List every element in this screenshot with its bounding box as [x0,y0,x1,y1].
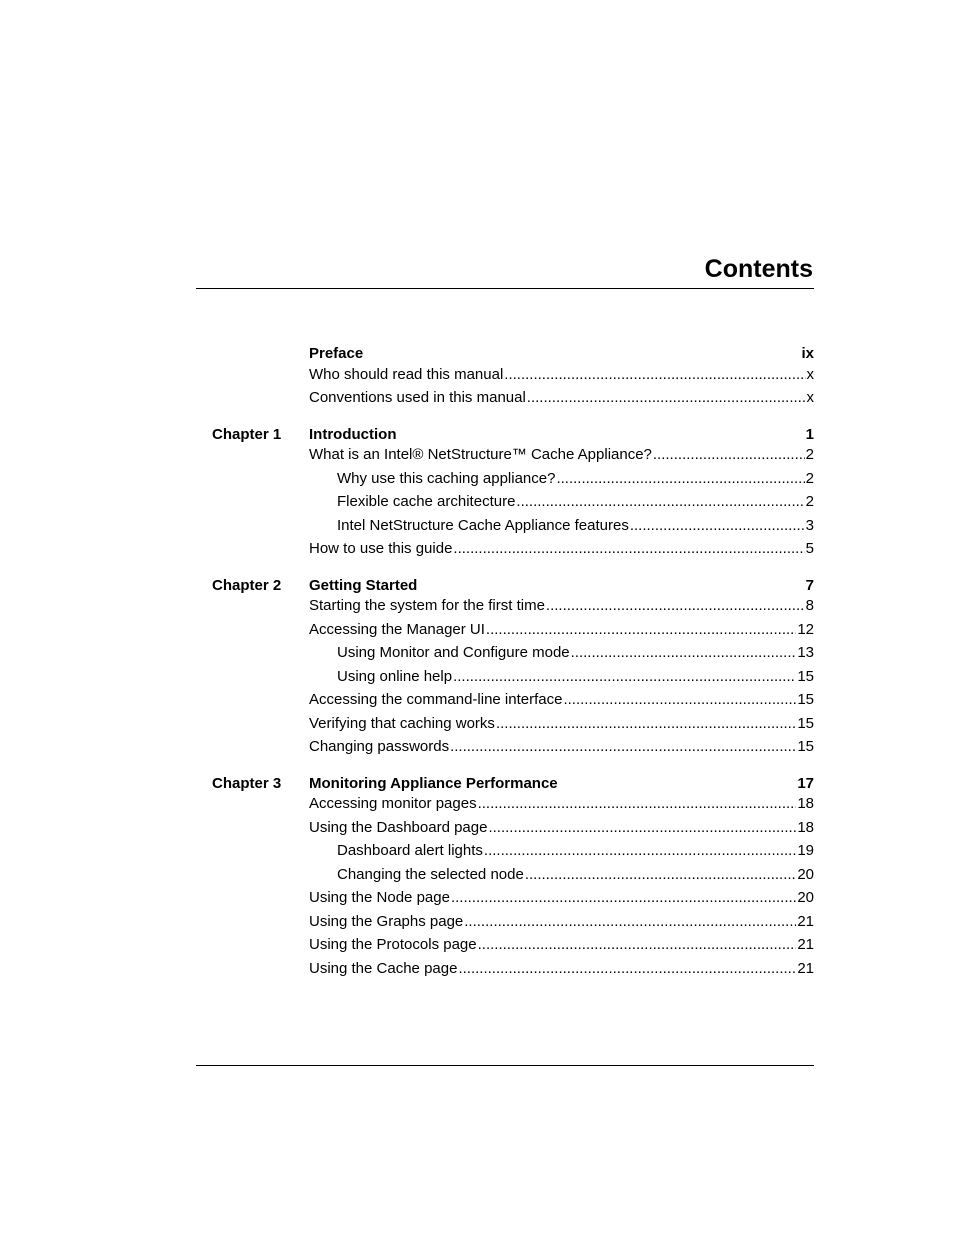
entry-title: What is an Intel® NetStructure™ Cache Appliance? [309,446,652,463]
toc-entry[interactable] [309,621,814,645]
dot-leader [571,644,797,661]
section-heading[interactable] [196,423,814,447]
dot-leader [546,597,805,614]
toc-entry[interactable] [309,446,814,470]
entry-title: Using online help [337,667,453,685]
entry-page-number: 13 [797,644,814,661]
section-page-number: 1 [805,425,814,443]
entry-title: Changing the selected node [337,865,524,883]
toc-entry[interactable] [337,493,814,517]
toc-entry[interactable] [309,913,814,937]
entry-title: Using the Cache page [309,959,458,977]
toc-entry[interactable] [337,517,814,541]
section-title: Introduction [309,425,397,443]
dot-leader [458,960,796,977]
entry-page-number: 19 [797,842,814,859]
entry-title: Using the Graphs page [309,912,464,930]
toc-entry[interactable] [309,366,814,390]
entry-page-number: 21 [797,912,814,930]
toc-entry[interactable] [309,889,814,913]
chapter-label: Chapter 1 [212,425,282,443]
entry-page-number: 12 [797,620,814,638]
entry-title: Verifying that caching works [309,714,495,732]
entry-title: Starting the system for the first time [309,597,545,614]
section-page-number: 7 [805,576,814,594]
toc-entry[interactable] [309,936,814,960]
dot-leader [556,470,804,487]
section-heading[interactable] [196,574,814,598]
toc-entry[interactable] [337,842,814,866]
entry-title: Who should read this manual [309,365,504,383]
dot-leader [653,446,805,463]
entry-title: Intel NetStructure Cache Appliance features [337,516,629,534]
toc-entry[interactable] [337,668,814,692]
chapter-label: Chapter 2 [212,576,282,594]
entry-page-number: 2 [805,446,814,463]
entry-title: Accessing the command-line interface [309,691,563,708]
section-title: Preface [309,345,364,363]
toc-section [196,772,814,984]
dot-leader [464,913,796,930]
entry-page-number: 8 [805,597,814,614]
dot-leader [563,691,796,708]
entry-page-number: 21 [797,959,814,977]
entry-title: How to use this guide [309,540,453,557]
toc-entry[interactable] [337,644,814,668]
entry-page-number: 2 [805,469,814,487]
footer-divider [196,1065,814,1066]
dot-leader [630,517,805,534]
entry-page-number: 20 [797,865,814,883]
toc-entry[interactable] [309,389,814,413]
toc-section [196,423,814,564]
entry-title: Dashboard alert lights [337,842,483,859]
section-title: Getting Started [309,576,418,594]
dot-leader [478,936,797,953]
dot-leader [450,738,796,755]
title-divider [196,288,814,289]
entry-page-number: 20 [797,889,814,906]
entry-title: Accessing monitor pages [309,795,477,812]
section-page-number: ix [801,345,814,363]
dot-leader [478,795,797,812]
section-page-number: 17 [797,774,814,792]
toc-entry[interactable] [309,597,814,621]
entry-page-number: 2 [805,493,814,510]
chapter-label: Chapter 3 [212,774,282,792]
dot-leader [527,389,806,406]
toc-section [196,342,814,413]
entry-title: Using the Protocols page [309,936,477,953]
toc-entry[interactable] [309,691,814,715]
toc-entry[interactable] [337,866,814,890]
entry-title: Conventions used in this manual [309,389,526,406]
toc-entry[interactable] [309,540,814,564]
entry-page-number: 15 [797,738,814,755]
entry-page-number: 18 [797,795,814,812]
toc-entry[interactable] [337,470,814,494]
dot-leader [504,366,805,383]
section-title: Monitoring Appliance Performance [309,774,558,792]
dot-leader [516,493,804,510]
dot-leader [451,889,796,906]
toc-entry[interactable] [309,795,814,819]
entry-title: Using the Dashboard page [309,818,488,836]
entry-page-number: x [806,365,814,383]
entry-page-number: x [806,389,814,406]
page-title: Contents [704,255,813,283]
entry-page-number: 18 [797,818,814,836]
toc-entry[interactable] [309,738,814,762]
dot-leader [496,715,796,732]
entry-title: Using the Node page [309,889,450,906]
entry-page-number: 21 [797,936,814,953]
entry-title: Changing passwords [309,738,450,755]
dot-leader [484,842,796,859]
toc-entry[interactable] [309,819,814,843]
entry-page-number: 5 [805,540,814,557]
entry-page-number: 15 [797,714,814,732]
dot-leader [453,540,804,557]
section-heading[interactable] [196,342,814,366]
entry-page-number: 3 [805,516,814,534]
entry-title: Accessing the Manager UI [309,620,485,638]
dot-leader [488,819,796,836]
entry-title: Using Monitor and Configure mode [337,644,570,661]
toc-section [196,574,814,762]
dot-leader [525,866,797,883]
toc-entry[interactable] [309,715,814,739]
entry-title: Why use this caching appliance? [337,469,556,487]
section-heading[interactable] [196,772,814,796]
entry-page-number: 15 [797,667,814,685]
dot-leader [453,668,796,685]
dot-leader [486,621,796,638]
entry-page-number: 15 [797,691,814,708]
table-of-contents [196,342,814,993]
toc-entry[interactable] [309,960,814,984]
entry-title: Flexible cache architecture [337,493,516,510]
